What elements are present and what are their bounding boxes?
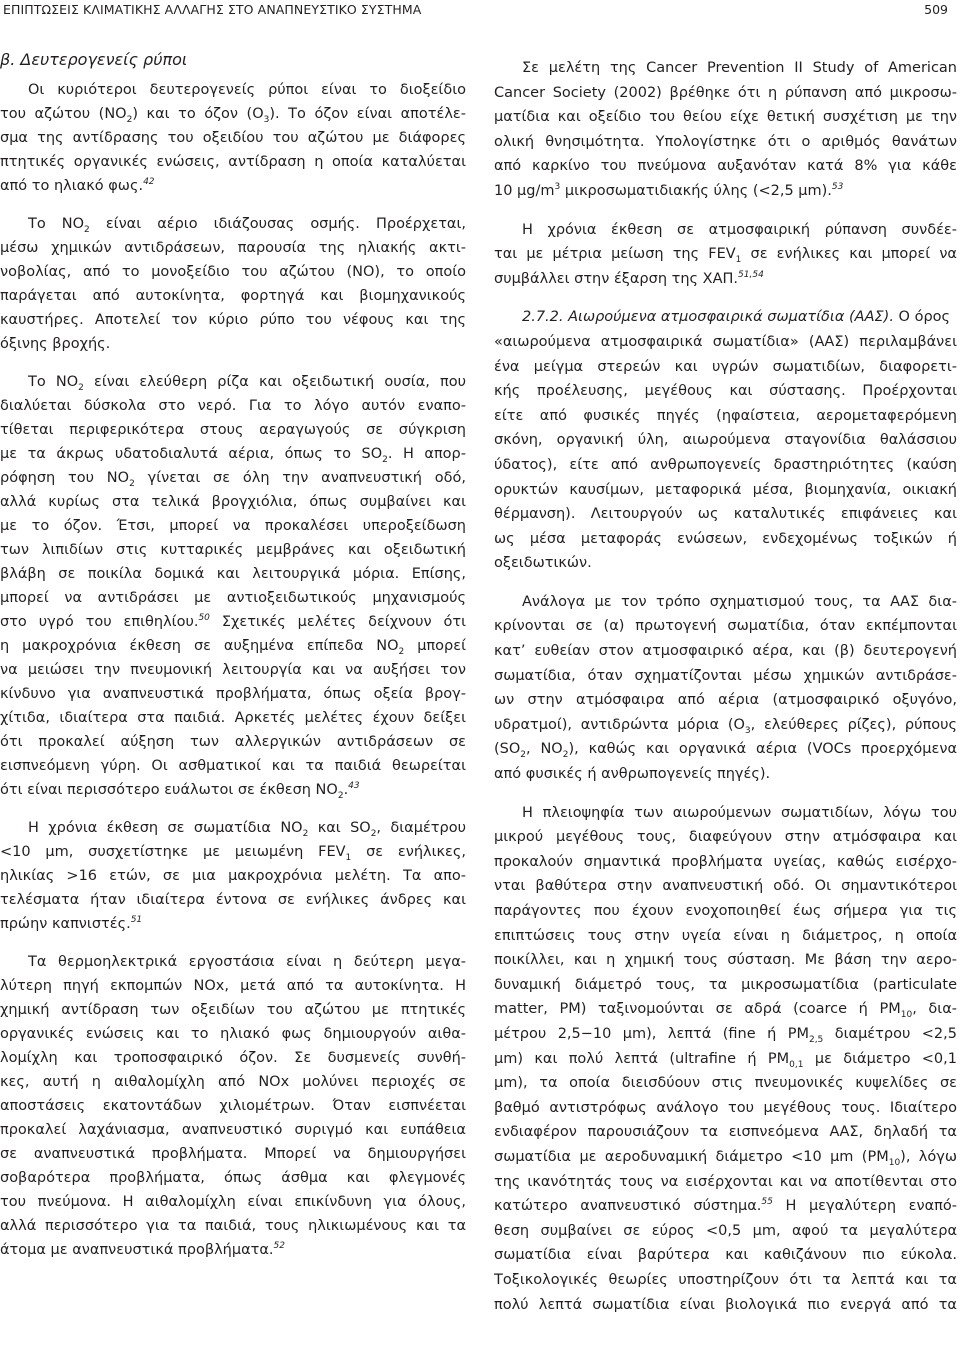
text-line: συμβάλλει στην έξαρση της ΧΑΠ.$^{51,54}$ — [494, 269, 764, 287]
text-line: παράγεται από αυτοκίνητα, φορτηγά και βιομηχανικούς — [0, 288, 466, 304]
text-line: ων στην ατμόσφαιρα από αέρια (ατμοσφαιρικό οξυγόνο, — [494, 692, 957, 709]
text-line: των λιπιδίων στις κυτταρικές μεμβράνες και οξειδωτική — [0, 542, 466, 558]
text-line: ότι προκαλεί αύξηση των αλλεργικών αντιδράσεων σε — [0, 734, 466, 750]
text-line: να μειώσει την πνευμονική λειτουργία και να αυξήσει τον — [0, 662, 466, 678]
text-line: ένα μείγμα στερεών και υγρών σωματιδίων, διαφορετι- — [494, 358, 957, 375]
text-line: ποικίλλει, και η χημική τους σύσταση. Με βάση την αερο- — [494, 952, 957, 969]
text-line: όξινης βροχής. — [0, 336, 111, 352]
text-line: Το $NO_2$ είναι αέριο ιδιάζουσας οσμής. Προέρχεται, — [28, 216, 466, 235]
text-line: θεση συμβαίνει σε εύρος <0,5 μm, αφού τα μεγαλύτερα — [494, 1222, 957, 1239]
text-line: με το όζον. Έτσι, μπορεί να προκαλέσει υπεροξείδωση — [0, 518, 466, 534]
text-line: τελέσματα ήταν ιδιαίτερα έντονα σε ενήλικες άνδρες και — [0, 892, 466, 908]
text-line: οργανικές ενώσεις και το ηλιακό φως δημιουργούν αιθα- — [0, 1026, 466, 1042]
text-line: Το $NO_2$ είναι ελεύθερη ρίζα και οξειδωτική ουσία, που — [28, 374, 466, 393]
citation: 42 — [143, 177, 155, 188]
text-line: κατ’ ευθείαν στον ατμοσφαιρικό αέρα, και (β) δευτερογενή — [494, 643, 957, 660]
text-line: Η χρόνια έκθεση σε σωματίδια $NO_2$ και $SO_2$, διαμέτρου — [28, 820, 466, 839]
paragraph — [494, 56, 957, 204]
text-line: σμα της αντίδρασης του οξειδίου του αζώτου με διάφορες — [0, 130, 466, 146]
text-line: του αζώτου $(NO_2)$ και το όζον $(O_3)$. Το όζον είναι αποτέλε- — [0, 106, 466, 125]
text-line: ορυκτών καυσίμων, μεταφορικά μέσα, βιομηχανία, οικιακή — [494, 481, 957, 498]
text-line: σωματίδια, όταν σχηματίζονται μέσω χημικών αντιδράσε- — [494, 667, 957, 684]
text-line: αλλά κυρίως στα τελικά βρογχιόλια, όπως συμβαίνει και — [0, 494, 466, 510]
text-line: παράγοντες που έχουν ενοχοποιηθεί έως σήμερα για τις — [494, 903, 957, 919]
text-line: ως μέσα μεταφοράς ενώσεων, ενδεχομένως τοξικών ή — [494, 530, 957, 547]
text-line: ενδιαφέρον παρουσιάζουν τα εισπνεόμενα ΑΑΣ, δηλαδή τα — [494, 1124, 957, 1141]
text-line: βλάβη σε ποικίλα δομικά και λειτουργικά μόρια. Επίσης, — [0, 566, 466, 582]
text-line: υδρατμοί), αντιδρώντα μόρια ($O_3$, ελεύθερες ρίζες), ρύπους — [494, 716, 957, 736]
text-line: από φυσικές ή ανθρωπογενείς πηγές). — [494, 766, 771, 783]
text-line: της ικανότητάς τους να εισέρχονται και να αποτίθενται στο — [494, 1173, 957, 1190]
text-line: άτομα με αναπνευστικά προβλήματα.$^{52}$ — [0, 1241, 285, 1258]
text-line: ται με μέτρια μείωση της $FEV_1$ σε ενήλικες και μπορεί να — [494, 246, 957, 266]
section-heading: β. Δευτερογενείς ρύποι — [0, 50, 188, 69]
paragraph — [0, 950, 466, 1262]
text-line: πτητικές οργανικές ενώσεις, αντίδραση η οποία καταλύεται — [0, 154, 466, 170]
page-number: 509 — [924, 2, 948, 17]
text-line: χημική αντίδραση των οξειδίων του αζώτου με πτητικές — [0, 1002, 466, 1018]
text-line: κες, αυτή η αιθαλομίχλη από NOx μολύνει περιοχές σε — [0, 1074, 466, 1090]
text-line: σωματίδια με αεροδυναμική διάμετρο <10 μm $(PM_{10})$, λόγω — [494, 1148, 957, 1168]
text-line: με τα άκρως υδατοδιαλυτά αέρια, όπως το $SO_2$. Η απορ- — [0, 446, 466, 465]
text-line: Σε μελέτη της Cancer Prevention II Study of American — [522, 60, 957, 76]
text-line: δυναμική διάμετρό τους, τα μικροσωματίδια (particulate — [494, 976, 957, 993]
text-line: πολύ λεπτά σωματίδια είναι βιολογικά πιο ενεργά από τα — [494, 1296, 957, 1313]
citation: 51,54 — [738, 269, 764, 280]
paragraph — [494, 590, 957, 787]
citation: 53 — [831, 182, 844, 193]
text-line: Τοξικολογικές θεωρίες υποστηρίζουν ότι τα λεπτά και τα — [494, 1271, 957, 1288]
paragraph — [0, 816, 466, 936]
text-line: μέτρου 2,5−10 μm), λεπτά (fine ή $PM_{2,5}$ διαμέτρου <2,5 — [494, 1025, 957, 1045]
text-line: βαθμό αντιστρόφως ανάλογο του μεγέθους τους. Ιδιαίτερο — [494, 1099, 957, 1116]
text-line: Η χρόνια έκθεση σε ατμοσφαιρική ρύπανση συνδέε- — [522, 221, 957, 238]
text-line: νται βαθύτερα στην αναπνευστική οδό. Οι σημαντικότεροι — [494, 878, 957, 895]
paragraph — [494, 801, 957, 1317]
text-line: Ανάλογα με τον τρόπο σχηματισμού τους, τα ΑΑΣ δια- — [522, 593, 957, 610]
citation: 55 — [761, 1197, 773, 1208]
text-line: κής προέλευσης, μεγέθους και σύστασης. Προέρχονται — [494, 383, 957, 400]
text-line: κίνδυνο για αναπνευστικά προβλήματα, όπως οξεία βρογ- — [0, 686, 466, 702]
text-line: τίθεται περιφερικότερα στους αεραγωγούς σε σύγκριση — [0, 422, 466, 438]
text-line: ύδατος), είτε από ανθρωπογενείς δραστηριότητες (καύση — [494, 456, 957, 473]
text-line: η μακροχρόνια έκθεση σε αυξημένα επίπεδα $NO_2$ μπορεί — [0, 638, 466, 657]
text-line: μικρού μεγέθους τους, διαφεύγουν στην ατμόσφαιρα και — [494, 829, 957, 846]
text-line: λομίχλη και τροποσφαιρικό όζον. Σε δυσμενείς συνθή- — [0, 1050, 466, 1066]
text-line: κρίνονται σε (α) πρωτογενή σωματίδια, όταν εκπέμπονται — [494, 618, 957, 635]
citation: 43 — [348, 781, 360, 792]
text-line: οξειδωτικών. — [494, 555, 592, 572]
text-line: από το ηλιακό φως.$^{42}$ — [0, 177, 155, 194]
text-line: 10 $\mu g/m^3$ μικροσωματιδιακής ύλης (<2,5 μm).$^{53}$ — [494, 182, 844, 199]
text-line: μπορεί να αντιδράσει με αντιοξειδωτικούς μηχανισμούς — [0, 590, 466, 606]
text-line: ρόφηση του $NO_2$ γίνεται σε όλη την αναπνευστική οδό, — [0, 470, 466, 489]
text-line: 2.7.2. Αιωρούμενα ατμοσφαιρικά σωματίδια (ΑΑΣ). Ο όρος — [522, 309, 951, 326]
text-line: «αιωρούμενα ατμοσφαιρικά σωματίδια» (ΑΑΣ) περιλαμβάνει — [494, 333, 957, 350]
text-line: ηλικίας >16 ετών, σε μια μακροχρόνια μελέτη. Τα απο- — [0, 868, 466, 884]
text-line: ότι είναι περισσότερο ευάλωτοι σε έκθεση $NO_2.^{43}$ — [0, 781, 360, 801]
left-column — [0, 48, 466, 1262]
text-line: ($SO_2$, $NO_2$), καθώς και οργανικά αέρια (VOCs προερχόμενα — [494, 741, 957, 761]
text-line: του πνεύμονα. Η αιθαλομίχλη είναι επικίνδυνη για όλους, — [0, 1194, 466, 1210]
text-line: πρώην καπνιστές.$^{51}$ — [0, 915, 143, 932]
subsection-heading: 2.7.2. Αιωρούμενα ατμοσφαιρικά σωματίδια (ΑΑΣ). — [522, 309, 894, 326]
text-line: επιπτώσεις τους στην υγεία είναι η διάμετρος, η οποία — [494, 927, 957, 944]
text-line: στο υγρό του επιθηλίου.$^{50}$ Σχετικές μελέτες δείχνουν ότι — [0, 613, 466, 630]
text-line: χίτιδα, ιδιαίτερα στα παιδιά. Αρκετές μελέτες έχουν δείξει — [0, 710, 466, 726]
right-column — [494, 56, 957, 1317]
text-line: νοβολίας, από το μονοξείδιο του αζώτου (NO), το οποίο — [0, 264, 466, 280]
text-line: θέρμανση). Λειτουργούν ως καταλυτικές επιφάνειες και — [494, 506, 957, 523]
text-line: matter, PM) ταξινομούνται σε αδρά (coarce ή $PM_{10}$, δια- — [494, 1001, 957, 1021]
text-line: Οι κυριότεροι δευτερογενείς ρύποι είναι το διοξείδιο — [28, 82, 466, 98]
text-line: <10 μm, συσχετίστηκε με μειωμένη $FEV_1$ σε ενήλικες, — [0, 844, 466, 863]
text-line: μm), τα οποία διεισδύουν στις πνευμονικές κυψελίδες σε — [494, 1075, 957, 1092]
text-line: κατώτερο αναπνευστικό σύστημα.$^{55}$ Η μεγαλύτερη εναπό- — [494, 1197, 957, 1215]
paragraph — [0, 212, 466, 356]
paragraph — [494, 305, 957, 576]
text-line: Η πλειοψηφία των αιωρούμενων σωματιδίων, λόγω του — [522, 804, 957, 821]
text-line: είτε από φυσικές πηγές (ηφαίστεια, αερομεταφερόμενη — [494, 407, 957, 424]
text-line: Τα θερμοηλεκτρικά εργοστάσια είναι η δεύτερη μεγα- — [28, 954, 466, 970]
text-line: σοβαρότερα προβλήματα, όπως άσθμα και φλεγμονές — [0, 1170, 466, 1186]
text-line: σκόνη, οργανική ύλη, αιωρούμενα σταγονίδια θαλάσσιου — [494, 432, 957, 449]
paragraph — [0, 78, 466, 198]
citation: 51 — [130, 915, 143, 926]
text-line: διαλύεται δύσκολα στο νερό. Για το λόγο αυτόν εναπο- — [0, 398, 466, 414]
text-line: Cancer Society (2002) βρέθηκε ότι η ρύπανση από μικροσω- — [494, 84, 957, 101]
paragraph — [0, 370, 466, 802]
text-line: λύτερη πηγή εκπομπών NOx, μετά από τα αυτοκίνητα. Η — [0, 978, 466, 994]
text-line: εισπνεόμενη γύρη. Οι ασθματικοί και τα παιδιά θεωρείται — [0, 758, 466, 774]
running-title: ΕΠΙΠΤΩΣΕΙΣ ΚΛΙΜΑΤΙΚΗΣ ΑΛΛΑΓΗΣ ΣΤΟ ΑΝΑΠΝΕΥΣΤΙΚΟ ΣΥΣΤΗΜΑ — [3, 2, 422, 17]
text-line: ολική θνησιμότητα. Υπολογίστηκε ότι ο αριθμός θανάτων — [494, 133, 957, 150]
paragraph — [494, 218, 957, 292]
text-line: μέσω χημικών αντιδράσεων, παρουσία της ηλιακής ακτι- — [0, 240, 466, 256]
text-line: μm) και πολύ λεπτά (ultrafine ή $PM_{0,1}$ με διάμετρο <0,1 — [494, 1050, 957, 1070]
citation: 50 — [198, 613, 210, 624]
text-line: καυστήρες. Αποτελεί τον κύριο ρύπο του νέφους και της — [0, 312, 466, 328]
citation: 52 — [273, 1241, 285, 1252]
text-line: προκαλούν σημαντικά προβλήματα υγείας, καθώς εισέρχο- — [494, 853, 957, 870]
text-line: σωματίδια είναι βαρύτερα και καθιζάνουν πιο εύκολα. — [494, 1247, 957, 1264]
running-header — [0, 0, 960, 20]
text-line: αλλά περισσότερο για τα παιδιά, τους ηλικιωμένους και τα — [0, 1218, 466, 1234]
text-line: από καρκίνο του πνεύμονα αυξανόταν κατά 8% για κάθε — [494, 158, 957, 175]
text-line: σε αναπνευστικά προβλήματα. Μπορεί να δημιουργήσει — [0, 1146, 466, 1162]
text-line: αποστάσεις εκατοντάδων χιλιομέτρων. Όταν εισπνέεται — [0, 1098, 466, 1114]
text-line: ματίδια και οξείδιο του θείου είχε θετική συσχέτιση με την — [494, 109, 957, 126]
text-line: προκαλεί λαχάνιασμα, αναπνευστικό συριγμό και ευπάθεια — [0, 1122, 466, 1138]
